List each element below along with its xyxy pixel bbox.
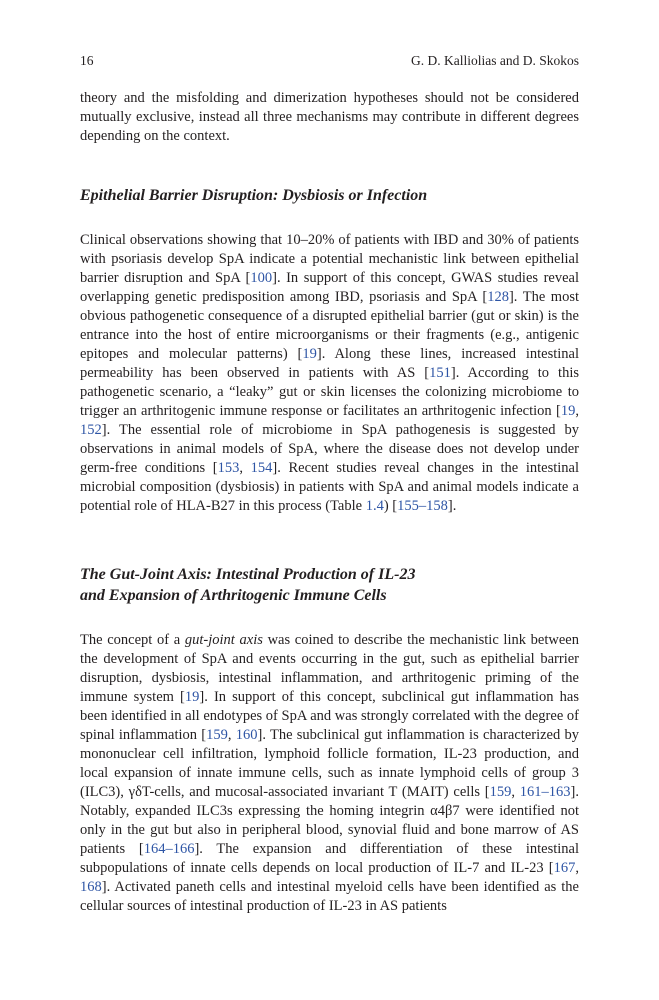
paragraph-text: ]. The most obvious pathogenetic consequence of a disrupted epithelial barrier (gut or skin) is the entrance into the host of entire microorganisms or their fragments (e.g., antigenic epitopes and molecular patterns) [ [80, 289, 579, 362]
paragraph-text: , [575, 403, 579, 419]
intro-block [80, 89, 579, 146]
citation-link[interactable]: 167 [553, 860, 576, 876]
citation-link[interactable]: 19 [184, 689, 200, 705]
page-number: 16 [80, 53, 94, 68]
citation-link[interactable]: 160 [235, 727, 258, 743]
citation-link[interactable]: 151 [429, 365, 451, 381]
paragraph-text: ]. According to this pathogenetic scenario, a “leaky” gut or skin licenses the colonizing microbiome to trigger an arthritogenic immune response or facilitates an arthritogenic infection [ [80, 365, 579, 419]
paragraph-text: , [239, 460, 251, 476]
citation-link[interactable]: 19 [560, 403, 576, 419]
citation-link[interactable]: 100 [250, 270, 273, 286]
citation-link[interactable]: 161–163 [519, 784, 571, 800]
section-gut-joint-body [80, 631, 579, 916]
section-epithelial-body [80, 231, 579, 516]
paragraph-text: was coined to describe the mechanistic link between the development of SpA and events occurring in the gut, such as epithelial barrier disruption, dysbiosis, intestinal inflammation, and arthritogenic priming of the immune system [ [80, 632, 579, 705]
section-heading-gut-joint-axis [80, 565, 579, 606]
paragraph-text: ]. Along these lines, increased intestinal permeability has been observed in patients with AS [ [80, 346, 579, 381]
paragraph-text: ]. Notably, expanded ILC3s expressing the homing integrin α4β7 were identified not only in the gut but also in peripheral blood, synovial fluid and bone marrow of AS patients [ [80, 784, 579, 857]
paragraph-text: ]. The expansion and differentiation of these intestinal subpopulations of innate cells depends on local production of IL-7 and IL-23 [ [80, 841, 579, 876]
citation-link[interactable]: 164–166 [143, 841, 195, 857]
citation-link[interactable]: 168 [80, 879, 102, 895]
paragraph-text: , [227, 727, 236, 743]
citation-link[interactable]: 153 [217, 460, 240, 476]
citation-link[interactable]: 159 [489, 784, 512, 800]
paragraph-text: ]. Activated paneth cells and intestinal myeloid cells have been identified as the cellular sources of intestinal production of IL-23 in AS patients [80, 879, 579, 914]
paragraph-text: ) [ [383, 498, 398, 514]
section-epithelial-heading-block [80, 186, 579, 207]
paragraph-text: ]. The essential role of microbiome in SpA pathogenesis is suggested by observations in animal models of SpA, where the disease does not develop under germ-free conditions [ [80, 422, 579, 476]
paragraph-text: The concept of a [80, 632, 185, 648]
section-heading-epithelial-barrier: Epithelial Barrier Disruption: Dysbiosis or Infection [80, 187, 428, 204]
italic-term: gut-joint axis [184, 632, 263, 648]
paragraph-text: ]. The subclinical gut inflammation is characterized by mononuclear cell infiltration, lymphoid follicle formation, IL-23 production, and local expansion of innate immune cells, such as innate lymphoid cells of group 3 (ILC3), γδT-cells, and mucosal-associated invariant T (MAIT) cells [ [80, 727, 579, 800]
paragraph-text: Clinical observations showing that 10–20% of patients with IBD and 30% of patients with psoriasis develop SpA indicate a potential mechanistic link between epithelial barrier disruption and SpA [ [80, 232, 579, 286]
section-gut-joint-heading-block [80, 565, 579, 606]
paragraph-text: , [575, 860, 579, 876]
citation-link[interactable]: 19 [302, 346, 317, 362]
paragraph-text: ]. In support of this concept, subclinical gut inflammation has been identified in all endotypes of SpA and was strongly correlated with the degree of spinal inflammation [ [80, 689, 579, 743]
paragraph-text: ]. Recent studies reveal changes in the intestinal microbial composition (dysbiosis) in patients with SpA and animal models indicate a potential role of HLA-B27 in this process (Table [80, 460, 579, 514]
paragraph-text: ]. [447, 498, 457, 514]
running-head-authors: G. D. Kalliolias and D. Skokos [411, 53, 579, 68]
paragraph-epithelial-barrier [80, 231, 579, 516]
heading-line: and Expansion of Arthritogenic Immune Cells [80, 586, 387, 604]
intro-paragraph: theory and the misfolding and dimerization hypotheses should not be considered mutually exclusive, instead all three mechanisms may contribute in different degrees depending on the context. [80, 90, 579, 144]
paragraph-text: , [511, 784, 520, 800]
citation-link[interactable]: 128 [487, 289, 509, 305]
paragraph-text: ]. In support of this concept, GWAS studies reveal overlapping genetic predisposition among IBD, psoriasis and SpA [ [80, 270, 579, 305]
heading-line: The Gut-Joint Axis: Intestinal Production of IL-23 [80, 566, 416, 583]
citation-link[interactable]: 155–158 [397, 498, 448, 514]
citation-link[interactable]: 159 [206, 727, 228, 743]
paragraph-gut-joint-axis [80, 631, 579, 916]
citation-link[interactable]: 152 [80, 422, 102, 438]
citation-link[interactable]: 154 [250, 460, 273, 476]
table-reference-link[interactable]: 1.4 [365, 498, 384, 514]
